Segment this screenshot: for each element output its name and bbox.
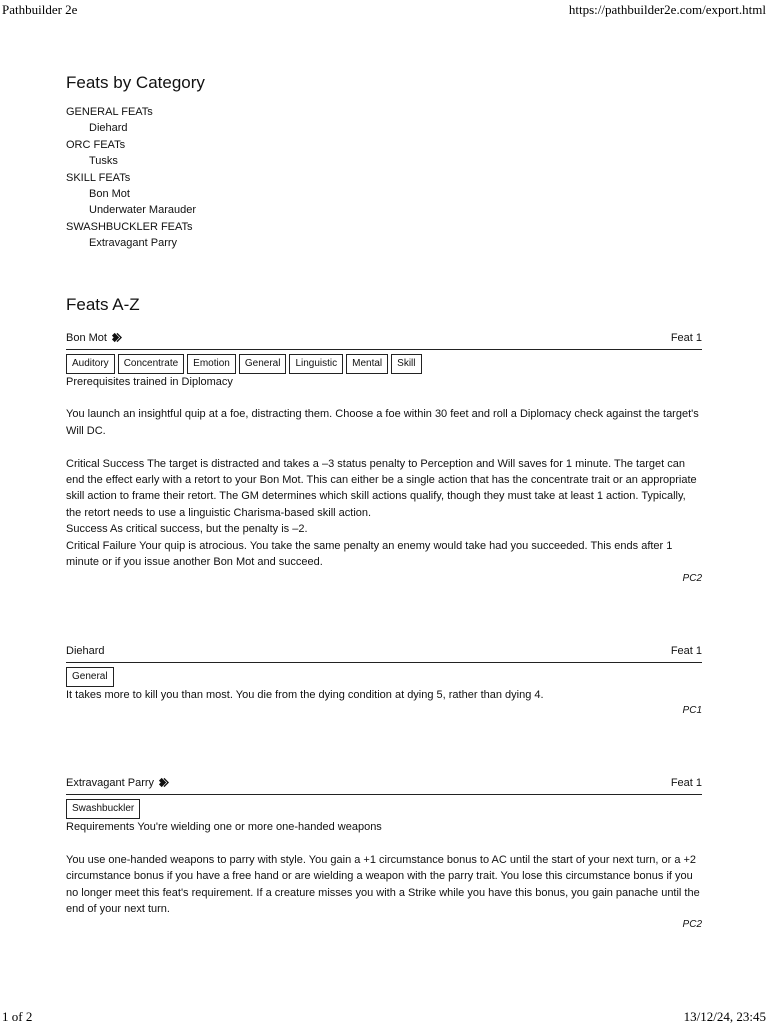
feat-text: Requirements You're wielding one or more one-handed weapons (66, 820, 382, 833)
single-action-icon (158, 777, 169, 788)
page-number: 1 of 2 (2, 1009, 33, 1024)
category-feat-item: Tusks (89, 155, 118, 168)
feat-header (66, 330, 702, 350)
feats-az-title: Feats A-Z (66, 294, 140, 314)
categories-list (66, 104, 702, 252)
category-feat-item: Underwater Marauder (89, 204, 196, 217)
feat-text: Success As critical success, but the penalty is –2. (66, 523, 308, 536)
trait-tag: Concentrate (118, 354, 184, 374)
trait-tag: Skill (391, 354, 421, 374)
feats-list (66, 330, 702, 934)
category-feat-item: Bon Mot (89, 188, 130, 201)
feat-entry (66, 330, 702, 587)
trait-tag: General (239, 354, 287, 374)
feat-header (66, 643, 702, 663)
feat-name: Bon Mot (66, 331, 107, 344)
print-header (0, 2, 768, 20)
trait-list (66, 799, 702, 819)
feat-text: Prerequisites trained in Diplomacy (66, 375, 233, 388)
feat-name-wrap (66, 330, 122, 346)
print-header-title: Pathbuilder 2e (2, 2, 78, 17)
print-timestamp: 13/12/24, 23:45 (683, 1009, 766, 1024)
category-heading: SWASHBUCKLER FEATs (66, 220, 193, 233)
category-heading: GENERAL FEATs (66, 106, 153, 118)
feat-level: Feat 1 (670, 644, 702, 657)
trait-tag: General (66, 667, 114, 687)
trait-list (66, 667, 702, 687)
category-heading: ORC FEATs (66, 138, 126, 151)
feat-entry (66, 775, 702, 933)
print-footer (0, 1009, 768, 1027)
feat-source: PC2 (682, 919, 702, 931)
trait-tag: Mental (346, 354, 388, 374)
feat-level: Feat 1 (670, 776, 702, 789)
feat-source: PC1 (682, 704, 702, 716)
feat-text: It takes more to kill you than most. You die from the dying condition at dying 5, rather than dying 4. (66, 688, 544, 701)
category-feat-item: Extravagant Parry (89, 237, 178, 250)
paragraph-gap (66, 390, 702, 406)
trait-tag: Auditory (66, 354, 115, 374)
trait-tag: Linguistic (289, 354, 343, 374)
feat-name: Diehard (66, 644, 105, 657)
trait-tag: Swashbuckler (66, 799, 140, 819)
paragraph-gap (66, 835, 702, 851)
feat-text: Critical Success The target is distracted and takes a –3 status penalty to Perception and Will saves for 1 minute. The target can end the effect early with a retort to your Bon Mot. This can either be a single action that has the concentrate trait or an appropriate skill action to frame their retort. The GM determines which skill actions qualify, though they must take at least 1 action. Typically, the retort needs to use a linguistic Charisma-based skill action. (66, 457, 697, 519)
categories-title: Feats by Category (66, 73, 205, 92)
trait-list (66, 354, 702, 374)
single-action-icon (111, 332, 122, 343)
feat-name-wrap (66, 775, 169, 791)
feat-level: Feat 1 (670, 331, 702, 344)
print-header-url: https://pathbuilder2e.com/export.html (568, 2, 766, 17)
category-heading: SKILL FEATs (66, 171, 131, 184)
feat-name: Extravagant Parry (66, 776, 155, 789)
feat-header (66, 775, 702, 795)
trait-tag: Emotion (187, 354, 236, 374)
feat-name-wrap (66, 643, 105, 659)
feat-source: PC2 (682, 572, 702, 584)
feat-text: You launch an insightful quip at a foe, distracting them. Choose a foe within 30 feet and roll a Diplomacy check against the target's Will DC. (66, 408, 699, 437)
feat-text: You use one-handed weapons to parry with style. You gain a +1 circumstance bonus to AC until the start of your next turn, or a +2 circumstance bonus if you have a free hand or are wielding a weapon with the parry trait. You lose this circumstance bonus if you no longer meet this feat's requirement. If a creature misses you with a Strike while you have this bonus, you gain panache until the end of your next turn. (66, 853, 700, 915)
page-content (66, 70, 702, 933)
feat-text: Critical Failure Your quip is atrocious. You take the same penalty an enemy would take had you succeeded. This ends after 1 minute or if you issue another Bon Mot and succeed. (66, 539, 673, 569)
paragraph-gap (66, 439, 702, 455)
category-feat-item: Diehard (89, 122, 128, 135)
feat-entry (66, 643, 702, 719)
